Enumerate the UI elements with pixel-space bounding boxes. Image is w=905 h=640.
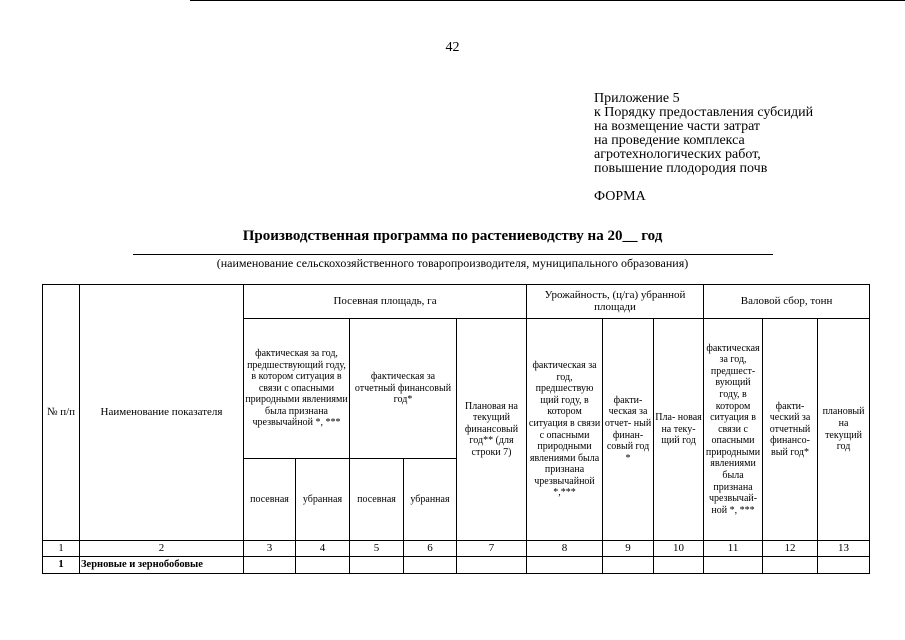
header-yield-report: факти- ческая за отчет- ный финан- совый год * (603, 319, 654, 541)
header-yield-prev: фактическая за год, предшествую щий году, в котором ситуация в связи с опасными природными явлениями была признана чрезвычайной *,*** (527, 319, 603, 541)
top-rule (190, 0, 905, 1)
header-gross-plan: плановый на текущий год (818, 319, 870, 541)
table-cell[interactable] (654, 557, 704, 574)
header-gross-report: факти- ческий за отчетный финансо- вый год* (763, 319, 818, 541)
row-number: 1 (43, 557, 80, 574)
header-sown-report: фактическая за отчетный финансовый год* (350, 319, 457, 459)
name-caption: (наименование сельскохозяйственного товаропроизводителя, муниципального образования) (216, 256, 689, 270)
appendix-line: к Порядку предоставления субсидий (594, 105, 814, 120)
appendix-line: Приложение 5 (594, 91, 680, 106)
column-number: 12 (763, 541, 818, 557)
table-row (43, 557, 870, 574)
column-number: 10 (654, 541, 704, 557)
header-gross: Валовой сбор, тонн (704, 285, 870, 319)
column-number: 11 (704, 541, 763, 557)
table-cell[interactable] (603, 557, 654, 574)
header-yield: Урожайность, (ц/га) убранной площади (527, 285, 704, 319)
appendix-block (594, 92, 813, 176)
header-indicator: Наименование показателя (80, 285, 244, 541)
column-number: 8 (527, 541, 603, 557)
header-sown-plan: Плановая на текущий финансовый год** (для строки 7) (457, 319, 527, 541)
name-fill-line (133, 254, 773, 255)
column-number: 4 (296, 541, 350, 557)
document-title: Производственная программа по растениеводству на 20__ год (242, 228, 663, 244)
header-sub-sown: посевная (350, 459, 404, 541)
header-sown-area: Посевная площадь, га (244, 285, 527, 319)
header-sub-harvested: убранная (296, 459, 350, 541)
table-cell[interactable] (244, 557, 296, 574)
table-cell[interactable] (350, 557, 404, 574)
header-sown-prev: фактическая за год, предшествующий году, в котором ситуация в связи с опасными природными явлениями была признана чрезвычайной *, *** (244, 319, 350, 459)
table-cell[interactable] (763, 557, 818, 574)
table-cell[interactable] (818, 557, 870, 574)
appendix-line: на проведение комплекса (594, 133, 745, 148)
table-cell[interactable] (404, 557, 457, 574)
appendix-line: агротехнологических работ, (594, 147, 761, 162)
table-cell[interactable] (527, 557, 603, 574)
production-table (42, 284, 870, 574)
form-label: ФОРМА (594, 189, 646, 204)
appendix-line: повышение плодородия почв (594, 161, 768, 176)
appendix-line: на возмещение части затрат (594, 119, 761, 134)
column-number: 6 (404, 541, 457, 557)
table-cell[interactable] (704, 557, 763, 574)
column-number: 2 (80, 541, 244, 557)
column-number: 3 (244, 541, 296, 557)
column-number: 7 (457, 541, 527, 557)
header-row-no: № п/п (43, 285, 80, 541)
table-cell[interactable] (457, 557, 527, 574)
row-label: Зерновые и зернобобовые (80, 557, 244, 574)
table-cell[interactable] (296, 557, 350, 574)
column-number: 1 (43, 541, 80, 557)
header-sub-sown: посевная (244, 459, 296, 541)
header-yield-plan: Пла- новая на теку- щий год (654, 319, 704, 541)
page-number: 42 (445, 40, 460, 55)
header-gross-prev: фактическая за год, предшест- вующий году, в котором ситуация в связи с опасными природными явлениями была признана чрезвычай- ной *, *** (704, 319, 763, 541)
column-number: 5 (350, 541, 404, 557)
column-number: 9 (603, 541, 654, 557)
column-number: 13 (818, 541, 870, 557)
header-sub-harvested: убранная (404, 459, 457, 541)
